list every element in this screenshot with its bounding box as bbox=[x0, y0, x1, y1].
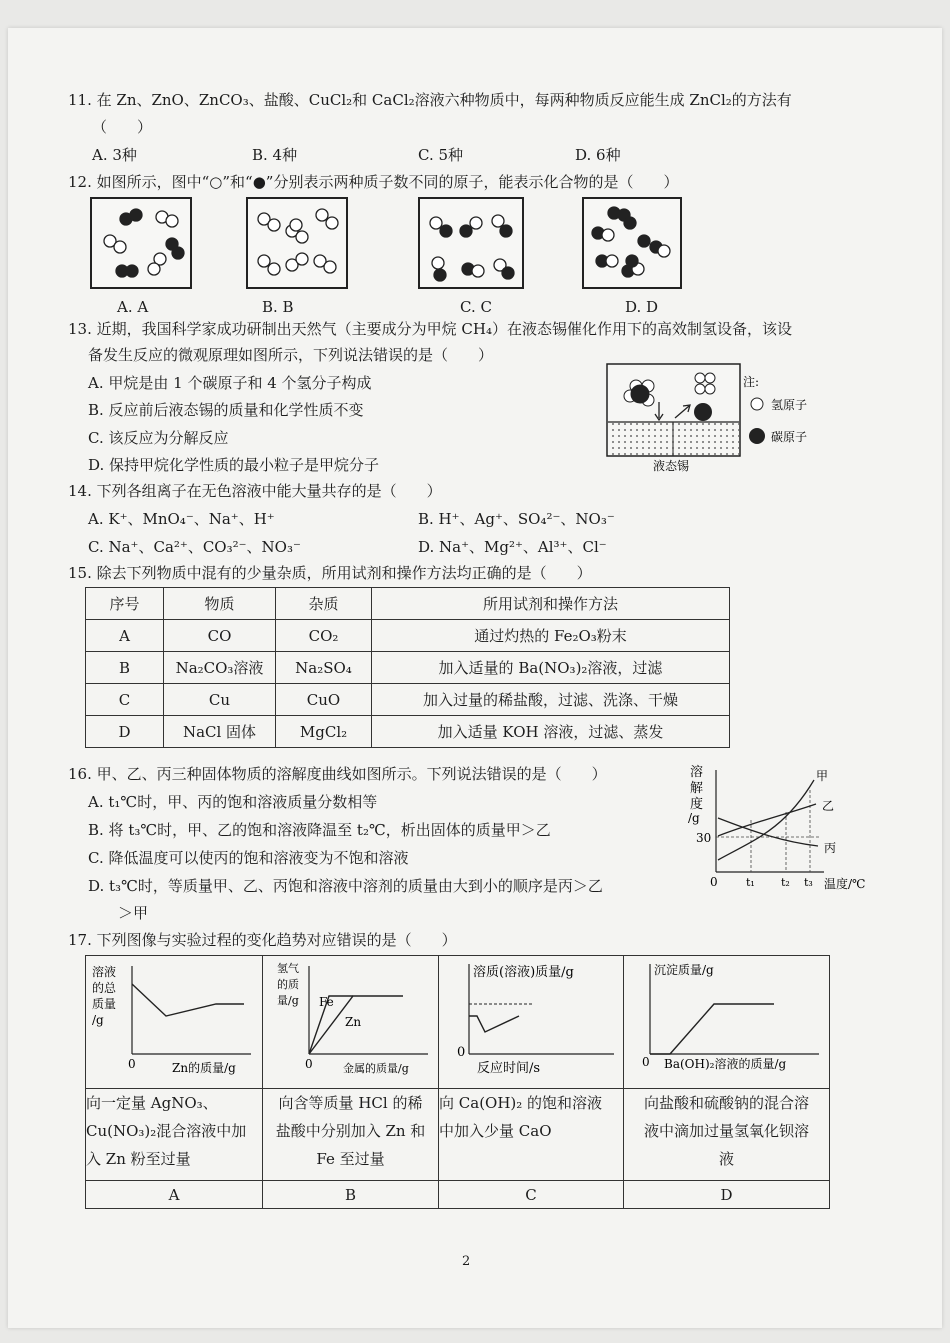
q13-option-a: A. 甲烷是由 1 个碳原子和 4 个氢分子构成 bbox=[88, 374, 372, 392]
q16-option-d-cont: ＞甲 bbox=[118, 904, 149, 922]
caption-d-line: 向盐酸和硫酸钠的混合溶 bbox=[643, 1094, 809, 1112]
header-cell: 杂质 bbox=[276, 588, 372, 620]
letter-b: B bbox=[263, 1181, 439, 1209]
series-yi-curve bbox=[718, 804, 816, 836]
q12-box-b bbox=[246, 197, 348, 289]
q13-option-c: C. 该反应为分解反应 bbox=[88, 429, 229, 447]
graph-c bbox=[439, 956, 623, 1084]
graph-d-ylabel: 沉淀质量/g bbox=[654, 963, 714, 977]
graph-b-origin: 0 bbox=[305, 1057, 313, 1071]
x-tick-t2: t₂ bbox=[781, 876, 790, 889]
legend-title: 注: bbox=[743, 375, 760, 389]
liquid-tin-label: 液态锡 bbox=[653, 459, 690, 472]
page-number: 2 bbox=[462, 1254, 471, 1269]
q16-option-a: A. t₁℃时，甲、丙的饱和溶液质量分数相等 bbox=[88, 793, 378, 811]
caption-c bbox=[439, 1089, 624, 1181]
header-cell: 物质 bbox=[164, 588, 276, 620]
graph-d-origin: 0 bbox=[642, 1055, 650, 1069]
q13-stem-line1: 13. 近期，我国科学家成功研制出天然气（主要成分为甲烷 CH₄）在液态锡催化作用下的高效制氢设备，该设 bbox=[68, 320, 792, 338]
graph-a-line bbox=[132, 984, 244, 1016]
q12-diagram-c bbox=[420, 199, 522, 287]
caption-a bbox=[86, 1089, 263, 1181]
table-cell: A bbox=[86, 620, 164, 652]
q12-stem: 12. 如图所示，图中“○”和“●”分别表示两种质子数不同的原子，能表示化合物的是（ ） bbox=[68, 173, 679, 191]
x-axis-label: 温度/℃ bbox=[824, 877, 866, 891]
q14-stem: 14. 下列各组离子在无色溶液中能大量共存的是（ ） bbox=[68, 482, 442, 500]
table-cell: CO bbox=[164, 620, 276, 652]
q13-option-d: D. 保持甲烷化学性质的最小粒子是甲烷分子 bbox=[88, 456, 380, 474]
q15-table bbox=[85, 587, 730, 748]
y-tick-30: 30 bbox=[696, 831, 712, 845]
letter-c: C bbox=[439, 1181, 624, 1209]
table-header-row bbox=[86, 588, 730, 620]
ylabel-char-1: 溶 bbox=[690, 765, 704, 780]
ylabel-char-2: 解 bbox=[690, 781, 704, 796]
graph-a-ylabel-4: /g bbox=[92, 1013, 104, 1027]
graph-d-line bbox=[650, 1004, 774, 1054]
table-row bbox=[86, 716, 730, 748]
table-row bbox=[86, 620, 730, 652]
caption-d-line: 液中滴加过量氢氧化钡溶 bbox=[643, 1122, 809, 1140]
table-row bbox=[86, 684, 730, 716]
table-cell: Na₂CO₃溶液 bbox=[164, 652, 276, 684]
q12-label-a: A. A bbox=[117, 298, 149, 316]
graph-c-ylabel: 溶质(溶液)质量/g bbox=[473, 965, 574, 980]
q11-option-a: A. 3种 bbox=[92, 146, 137, 164]
legend-hydrogen: 氢原子 bbox=[771, 398, 808, 412]
graph-a-origin: 0 bbox=[128, 1057, 136, 1071]
q15-stem: 15. 除去下列物质中混有的少量杂质，所用试剂和操作方法均正确的是（ ） bbox=[68, 564, 592, 582]
q16-stem: 16. 甲、乙、丙三种固体物质的溶解度曲线如图所示。下列说法错误的是（ ） bbox=[68, 765, 607, 783]
q11-stem: 11. 在 Zn、ZnO、ZnCO₃、盐酸、CuCl₂和 CaCl₂溶液六种物质中，每两种物质反应能生成 ZnCl₂的方法有 bbox=[68, 91, 792, 109]
letter-row bbox=[86, 1181, 830, 1209]
q13-reaction-diagram bbox=[605, 362, 845, 472]
caption-row bbox=[86, 1089, 830, 1181]
table-cell: MgCl₂ bbox=[276, 716, 372, 748]
carbon-legend-icon bbox=[749, 428, 765, 444]
hydrogen-legend-icon bbox=[751, 398, 763, 410]
graph-d bbox=[624, 956, 829, 1084]
q14-option-d: D. Na⁺、Mg²⁺、Al³⁺、Cl⁻ bbox=[418, 538, 607, 556]
graph-c-line bbox=[469, 1016, 519, 1032]
table-cell: Na₂SO₄ bbox=[276, 652, 372, 684]
caption-b-line: 向含等质量 HCl 的稀 bbox=[278, 1094, 423, 1112]
table-cell: 加入适量的 Ba(NO₃)₂溶液，过滤 bbox=[372, 652, 730, 684]
caption-d-line: 液 bbox=[718, 1150, 734, 1168]
graph-b bbox=[263, 956, 438, 1084]
table-cell: B bbox=[86, 652, 164, 684]
caption-c-line: 向 Ca(OH)₂ 的饱和溶液 bbox=[439, 1094, 603, 1112]
graph-a-ylabel-3: 质量 bbox=[92, 997, 117, 1011]
q12-box-a bbox=[90, 197, 192, 289]
graph-c-origin: 0 bbox=[457, 1045, 466, 1060]
table-cell: C bbox=[86, 684, 164, 716]
q14-option-b: B. H⁺、Ag⁺、SO₄²⁻、NO₃⁻ bbox=[418, 510, 615, 528]
table-cell: NaCl 固体 bbox=[164, 716, 276, 748]
graph-a-ylabel-1: 溶液 bbox=[92, 965, 117, 979]
graph-row bbox=[86, 956, 830, 1089]
q13-option-b: B. 反应前后液态锡的质量和化学性质不变 bbox=[88, 401, 364, 419]
header-cell: 所用试剂和操作方法 bbox=[372, 588, 730, 620]
legend-carbon: 碳原子 bbox=[771, 430, 808, 444]
caption-c-line: 中加入少量 CaO bbox=[439, 1122, 552, 1140]
table-cell: 加入适量 KOH 溶液，过滤、蒸发 bbox=[372, 716, 730, 748]
caption-b-line: 盐酸中分别加入 Zn 和 bbox=[275, 1122, 426, 1140]
graph-a bbox=[86, 956, 261, 1084]
graph-cell-c bbox=[439, 956, 624, 1089]
q14-option-c: C. Na⁺、Ca²⁺、CO₃²⁻、NO₃⁻ bbox=[88, 538, 301, 556]
q12-box-d bbox=[582, 197, 682, 289]
q16-option-c: C. 降低温度可以使丙的饱和溶液变为不饱和溶液 bbox=[88, 849, 409, 867]
series-label-yi: 乙 bbox=[822, 799, 835, 813]
q11-option-c: C. 5种 bbox=[418, 146, 464, 164]
caption-a-line: Cu(NO₃)₂混合溶液中加 bbox=[86, 1122, 247, 1140]
q16-option-d: D. t₃℃时，等质量甲、乙、丙饱和溶液中溶剂的质量由大到小的顺序是丙＞乙 bbox=[88, 877, 603, 895]
table-cell: CO₂ bbox=[276, 620, 372, 652]
graph-d-xlabel: Ba(OH)₂溶液的质量/g bbox=[664, 1057, 787, 1071]
q11-paren: （ ） bbox=[92, 118, 153, 136]
x-tick-t1: t₁ bbox=[746, 876, 755, 889]
graph-b-xlabel: 金属的质量/g bbox=[343, 1062, 409, 1075]
graph-a-xlabel: Zn的质量/g bbox=[172, 1061, 236, 1075]
caption-b bbox=[263, 1089, 439, 1181]
header-cell: 序号 bbox=[86, 588, 164, 620]
table-cell: Cu bbox=[164, 684, 276, 716]
solubility-chart bbox=[684, 760, 884, 895]
series-label-jia: 甲 bbox=[816, 769, 829, 783]
q17-table bbox=[85, 955, 830, 1209]
graph-b-ylabel-1: 氢气 bbox=[277, 962, 299, 975]
graph-b-fe-label: Fe bbox=[319, 995, 334, 1009]
graph-b-ylabel-2: 的质 bbox=[277, 978, 299, 991]
q12-diagram-b bbox=[248, 199, 346, 287]
series-label-bing: 丙 bbox=[824, 841, 837, 855]
graph-b-ylabel-3: 量/g bbox=[277, 994, 299, 1007]
q16-option-b: B. 将 t₃℃时，甲、乙的饱和溶液降温至 t₂℃，析出固体的质量甲＞乙 bbox=[88, 821, 551, 839]
ylabel-char-3: 度 bbox=[690, 797, 704, 812]
q12-label-d: D. D bbox=[625, 298, 659, 316]
graph-cell-a bbox=[86, 956, 263, 1089]
graph-c-xlabel: 反应时间/s bbox=[477, 1061, 541, 1076]
q13-stem-line2: 备发生反应的微观原理如图所示，下列说法错误的是（ ） bbox=[88, 346, 494, 364]
q12-diagram-a bbox=[92, 199, 190, 287]
q12-diagram-d bbox=[584, 199, 680, 287]
table-row bbox=[86, 652, 730, 684]
q12-box-c bbox=[418, 197, 524, 289]
graph-a-ylabel-2: 的总 bbox=[92, 981, 117, 995]
table-cell: CuO bbox=[276, 684, 372, 716]
caption-a-line: 入 Zn 粉至过量 bbox=[86, 1150, 191, 1168]
carbon-atom bbox=[694, 403, 712, 421]
table-cell: 加入过量的稀盐酸，过滤、洗涤、干燥 bbox=[372, 684, 730, 716]
caption-d bbox=[624, 1089, 830, 1181]
table-cell: D bbox=[86, 716, 164, 748]
q11-option-b: B. 4种 bbox=[252, 146, 298, 164]
graph-cell-d bbox=[624, 956, 830, 1089]
letter-d: D bbox=[624, 1181, 830, 1209]
graph-cell-b bbox=[263, 956, 439, 1089]
caption-a-line: 向一定量 AgNO₃、 bbox=[86, 1094, 218, 1112]
q11-option-d: D. 6种 bbox=[575, 146, 621, 164]
x-tick-t3: t₃ bbox=[804, 876, 813, 889]
ylabel-unit: /g bbox=[688, 811, 700, 825]
q12-label-b: B. B bbox=[262, 298, 294, 316]
caption-b-line: Fe 至过量 bbox=[316, 1150, 385, 1168]
q17-stem: 17. 下列图像与实验过程的变化趋势对应错误的是（ ） bbox=[68, 931, 457, 949]
q14-option-a: A. K⁺、MnO₄⁻、Na⁺、H⁺ bbox=[88, 510, 275, 528]
graph-b-zn-label: Zn bbox=[345, 1015, 362, 1029]
table-cell: 通过灼热的 Fe₂O₃粉末 bbox=[372, 620, 730, 652]
chart-origin: 0 bbox=[710, 875, 718, 889]
letter-a: A bbox=[86, 1181, 263, 1209]
q12-label-c: C. C bbox=[460, 298, 492, 316]
